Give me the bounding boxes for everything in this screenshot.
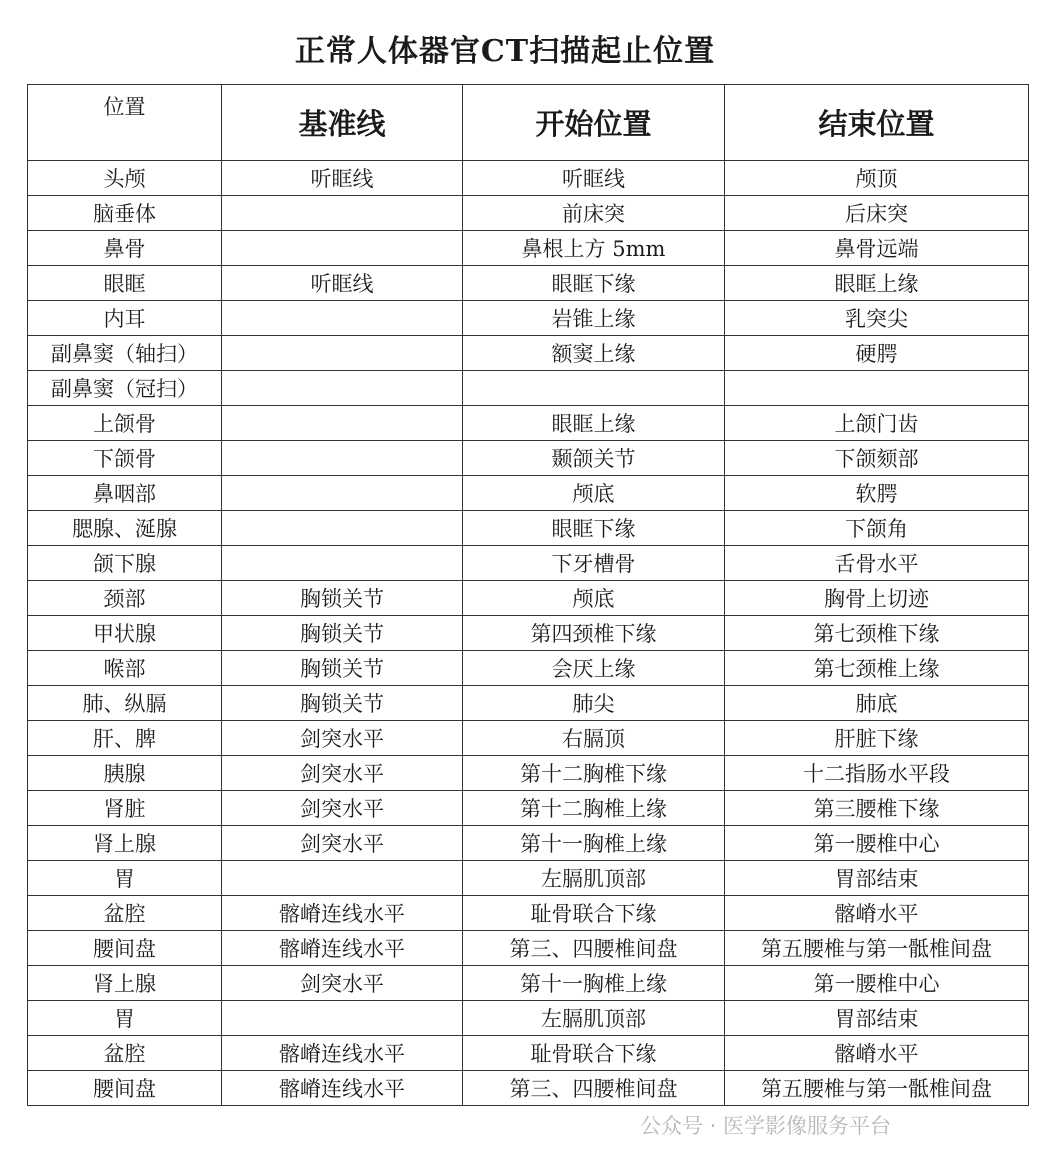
table-row [28, 161, 1029, 196]
cell-position: 肺、纵膈 [28, 686, 222, 721]
cell-start: 下牙槽骨 [463, 546, 725, 581]
cell-start: 额窦上缘 [463, 336, 725, 371]
cell-baseline: 剑突水平 [222, 826, 463, 861]
cell-position: 头颅 [28, 161, 222, 196]
cell-baseline [222, 861, 463, 896]
table-row [28, 721, 1029, 756]
table-row [28, 336, 1029, 371]
cell-baseline [222, 336, 463, 371]
cell-end: 舌骨水平 [725, 546, 1029, 581]
cell-end: 眼眶上缘 [725, 266, 1029, 301]
cell-position: 内耳 [28, 301, 222, 336]
cell-position: 颈部 [28, 581, 222, 616]
table-header-row [28, 85, 1029, 161]
cell-baseline: 髂嵴连线水平 [222, 1036, 463, 1071]
cell-baseline [222, 231, 463, 266]
table-row [28, 266, 1029, 301]
table-row [28, 1071, 1029, 1106]
table-row [28, 441, 1029, 476]
cell-position: 盆腔 [28, 896, 222, 931]
table-row [28, 966, 1029, 1001]
cell-position: 肾上腺 [28, 966, 222, 1001]
cell-start: 眼眶上缘 [463, 406, 725, 441]
table-row [28, 616, 1029, 651]
table-row [28, 896, 1029, 931]
cell-position: 眼眶 [28, 266, 222, 301]
cell-start: 第四颈椎下缘 [463, 616, 725, 651]
cell-position: 副鼻窦（冠扫） [28, 371, 222, 406]
cell-end: 胃部结束 [725, 1001, 1029, 1036]
cell-baseline [222, 371, 463, 406]
cell-position: 盆腔 [28, 1036, 222, 1071]
cell-start: 耻骨联合下缘 [463, 1036, 725, 1071]
table-row [28, 931, 1029, 966]
cell-position: 鼻骨 [28, 231, 222, 266]
header-start: 开始位置 [463, 85, 725, 161]
cell-end: 后床突 [725, 196, 1029, 231]
cell-end: 鼻骨远端 [725, 231, 1029, 266]
table-row [28, 1001, 1029, 1036]
cell-start: 第十二胸椎下缘 [463, 756, 725, 791]
cell-baseline: 髂嵴连线水平 [222, 896, 463, 931]
cell-end: 第一腰椎中心 [725, 966, 1029, 1001]
cell-end: 第五腰椎与第一骶椎间盘 [725, 1071, 1029, 1106]
cell-start: 前床突 [463, 196, 725, 231]
cell-start: 右膈顶 [463, 721, 725, 756]
cell-position: 腰间盘 [28, 1071, 222, 1106]
cell-start: 听眶线 [463, 161, 725, 196]
cell-end: 第七颈椎下缘 [725, 616, 1029, 651]
cell-start: 耻骨联合下缘 [463, 896, 725, 931]
cell-baseline: 剑突水平 [222, 721, 463, 756]
cell-position: 肾脏 [28, 791, 222, 826]
table-row [28, 406, 1029, 441]
cell-end: 肝脏下缘 [725, 721, 1029, 756]
cell-baseline [222, 511, 463, 546]
cell-baseline: 剑突水平 [222, 756, 463, 791]
document-title: 正常人体器官CT扫描起止位置 [294, 34, 716, 69]
table-row [28, 476, 1029, 511]
header-position: 位置 [28, 85, 222, 161]
cell-baseline [222, 1001, 463, 1036]
cell-baseline [222, 196, 463, 231]
cell-end: 乳突尖 [725, 301, 1029, 336]
table-row [28, 686, 1029, 721]
cell-position: 胃 [28, 861, 222, 896]
cell-baseline [222, 406, 463, 441]
cell-start: 颞颌关节 [463, 441, 725, 476]
header-baseline: 基准线 [222, 85, 463, 161]
cell-position: 颌下腺 [28, 546, 222, 581]
table-row [28, 1036, 1029, 1071]
cell-end: 下颌颏部 [725, 441, 1029, 476]
cell-baseline: 胸锁关节 [222, 616, 463, 651]
cell-end: 第五腰椎与第一骶椎间盘 [725, 931, 1029, 966]
cell-end: 胸骨上切迹 [725, 581, 1029, 616]
cell-end: 颅顶 [725, 161, 1029, 196]
table-row [28, 371, 1029, 406]
cell-baseline [222, 476, 463, 511]
table-row [28, 791, 1029, 826]
cell-position: 肾上腺 [28, 826, 222, 861]
cell-position: 副鼻窦（轴扫） [28, 336, 222, 371]
cell-baseline: 胸锁关节 [222, 686, 463, 721]
table-row [28, 861, 1029, 896]
cell-start: 肺尖 [463, 686, 725, 721]
cell-position: 肝、脾 [28, 721, 222, 756]
cell-baseline: 髂嵴连线水平 [222, 931, 463, 966]
cell-start: 第十二胸椎上缘 [463, 791, 725, 826]
cell-position: 腮腺、涎腺 [28, 511, 222, 546]
cell-start: 第十一胸椎上缘 [463, 966, 725, 1001]
cell-baseline: 剑突水平 [222, 791, 463, 826]
table-row [28, 826, 1029, 861]
cell-position: 胃 [28, 1001, 222, 1036]
cell-baseline [222, 441, 463, 476]
cell-end: 软腭 [725, 476, 1029, 511]
cell-start: 岩锥上缘 [463, 301, 725, 336]
cell-start: 会厌上缘 [463, 651, 725, 686]
table-row [28, 581, 1029, 616]
cell-end [725, 371, 1029, 406]
cell-end: 髂嵴水平 [725, 896, 1029, 931]
cell-baseline: 髂嵴连线水平 [222, 1071, 463, 1106]
cell-start: 左膈肌顶部 [463, 861, 725, 896]
table-row [28, 651, 1029, 686]
cell-position: 下颌骨 [28, 441, 222, 476]
cell-baseline: 剑突水平 [222, 966, 463, 1001]
cell-baseline: 听眶线 [222, 161, 463, 196]
table-row [28, 231, 1029, 266]
cell-start: 颅底 [463, 476, 725, 511]
ct-scan-range-table [27, 84, 1029, 1106]
cell-position: 脑垂体 [28, 196, 222, 231]
cell-baseline: 听眶线 [222, 266, 463, 301]
cell-start: 眼眶下缘 [463, 511, 725, 546]
cell-baseline [222, 546, 463, 581]
cell-start: 鼻根上方 5mm [463, 231, 725, 266]
watermark: 公众号 · 医学影像服务平台 [640, 1114, 892, 1138]
cell-position: 甲状腺 [28, 616, 222, 651]
cell-end: 胃部结束 [725, 861, 1029, 896]
cell-position: 腰间盘 [28, 931, 222, 966]
table-row [28, 511, 1029, 546]
cell-start [463, 371, 725, 406]
cell-start: 第十一胸椎上缘 [463, 826, 725, 861]
table-row [28, 546, 1029, 581]
cell-position: 鼻咽部 [28, 476, 222, 511]
cell-end: 肺底 [725, 686, 1029, 721]
cell-baseline [222, 301, 463, 336]
cell-baseline: 胸锁关节 [222, 651, 463, 686]
header-end: 结束位置 [725, 85, 1029, 161]
cell-start: 颅底 [463, 581, 725, 616]
table-row [28, 756, 1029, 791]
cell-start: 左膈肌顶部 [463, 1001, 725, 1036]
cell-position: 胰腺 [28, 756, 222, 791]
cell-end: 髂嵴水平 [725, 1036, 1029, 1071]
cell-start: 眼眶下缘 [463, 266, 725, 301]
table-row [28, 301, 1029, 336]
cell-baseline: 胸锁关节 [222, 581, 463, 616]
table-row [28, 196, 1029, 231]
cell-end: 下颌角 [725, 511, 1029, 546]
cell-end: 第三腰椎下缘 [725, 791, 1029, 826]
cell-position: 喉部 [28, 651, 222, 686]
cell-end: 十二指肠水平段 [725, 756, 1029, 791]
cell-end: 第一腰椎中心 [725, 826, 1029, 861]
cell-start: 第三、四腰椎间盘 [463, 1071, 725, 1106]
cell-end: 第七颈椎上缘 [725, 651, 1029, 686]
cell-end: 硬腭 [725, 336, 1029, 371]
cell-end: 上颌门齿 [725, 406, 1029, 441]
cell-position: 上颌骨 [28, 406, 222, 441]
cell-start: 第三、四腰椎间盘 [463, 931, 725, 966]
